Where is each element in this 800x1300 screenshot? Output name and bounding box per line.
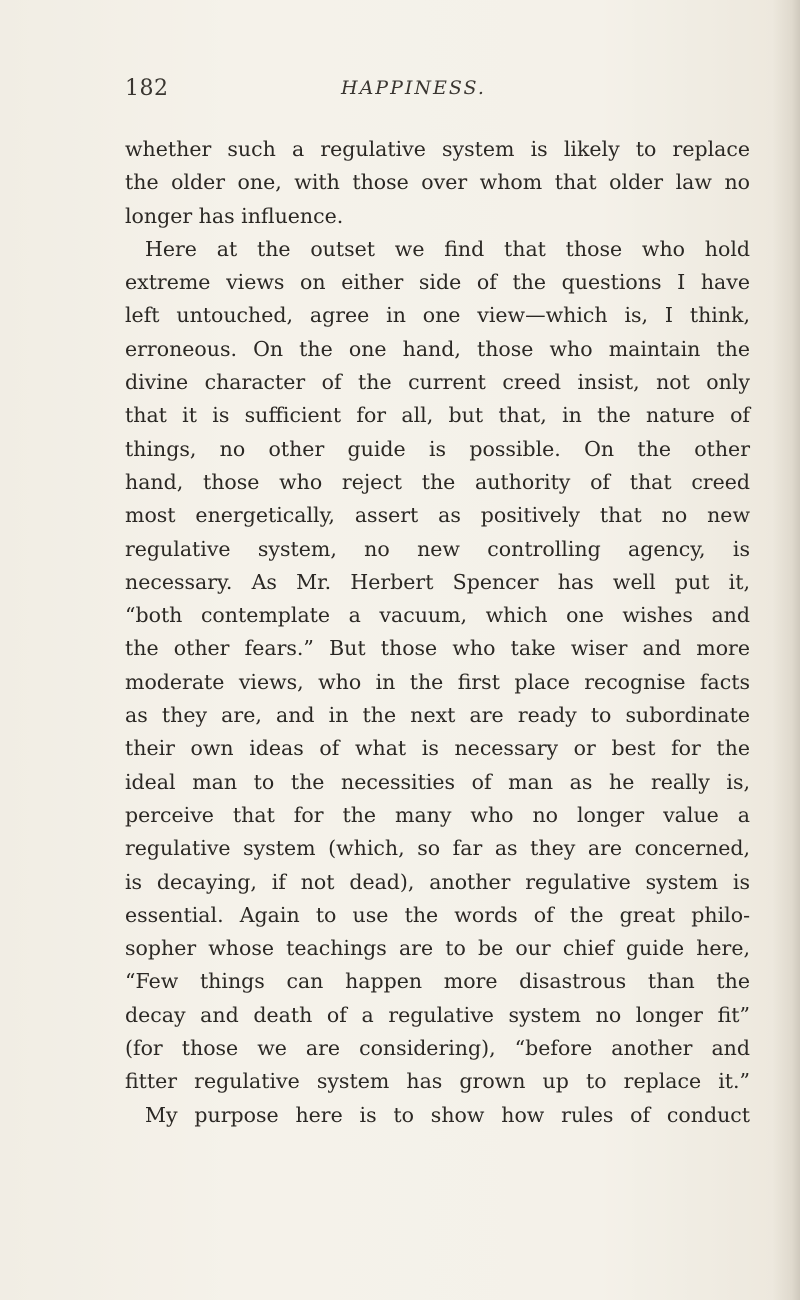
page-edge-shadow (772, 0, 800, 1300)
text-line: divine character of the current creed insist, not only (125, 370, 750, 395)
text-line: regulative system, no new controlling agency, is (125, 536, 750, 561)
text-line: Here at the outset we find that those who hold (145, 236, 750, 261)
text-line: as they are, and in the next are ready to subordinate (125, 703, 750, 728)
text-line: their own ideas of what is necessary or best for the (125, 736, 750, 761)
text-line: extreme views on either side of the questions I have (125, 270, 750, 295)
text-line: “both contemplate a vacuum, which one wishes and (125, 603, 750, 628)
text-line: most energetically, assert as positively that no new (125, 503, 750, 528)
text-line: longer has influence. (125, 203, 344, 228)
text-line: is decaying, if not dead), another regulative system is (125, 869, 750, 894)
text-line: regulative system (which, so far as they are concerned, (125, 836, 750, 861)
text-line: that it is sufficient for all, but that, in the nature of (125, 403, 750, 428)
page-header (125, 76, 750, 116)
text-line: hand, those who reject the authority of that creed (125, 469, 750, 494)
text-line: erroneous. On the one hand, those who maintain the (125, 336, 750, 361)
text-line: ideal man to the necessities of man as he really is, (125, 769, 750, 794)
text-line: (for those we are considering), “before another and (125, 1036, 750, 1061)
text-line: decay and death of a regulative system no longer fit” (125, 1002, 750, 1027)
body-text (125, 133, 750, 1132)
text-line: perceive that for the many who no longer value a (125, 802, 750, 827)
text-line: left untouched, agree in one view—which is, I think, (125, 303, 750, 328)
text-line: moderate views, who in the first place recognise facts (125, 669, 750, 694)
text-line: sopher whose teachings are to be our chief guide here, (125, 936, 750, 961)
text-line: My purpose here is to show how rules of conduct (145, 1102, 750, 1127)
text-line: fitter regulative system has grown up to replace it.” (125, 1069, 750, 1094)
running-head: HAPPINESS. (341, 77, 486, 99)
text-line: “Few things can happen more disastrous than the (125, 969, 750, 994)
text-line: whether such a regulative system is likely to replace (125, 137, 750, 161)
text-line: essential. Again to use the words of the great philo- (125, 902, 750, 927)
text-line: the other fears.” But those who take wiser and more (125, 636, 750, 661)
text-line: things, no other guide is possible. On the other (125, 436, 750, 461)
text-line: the older one, with those over whom that older law no (125, 170, 750, 195)
page-number: 182 (125, 76, 169, 101)
text-line: necessary. As Mr. Herbert Spencer has well put it, (125, 569, 750, 594)
